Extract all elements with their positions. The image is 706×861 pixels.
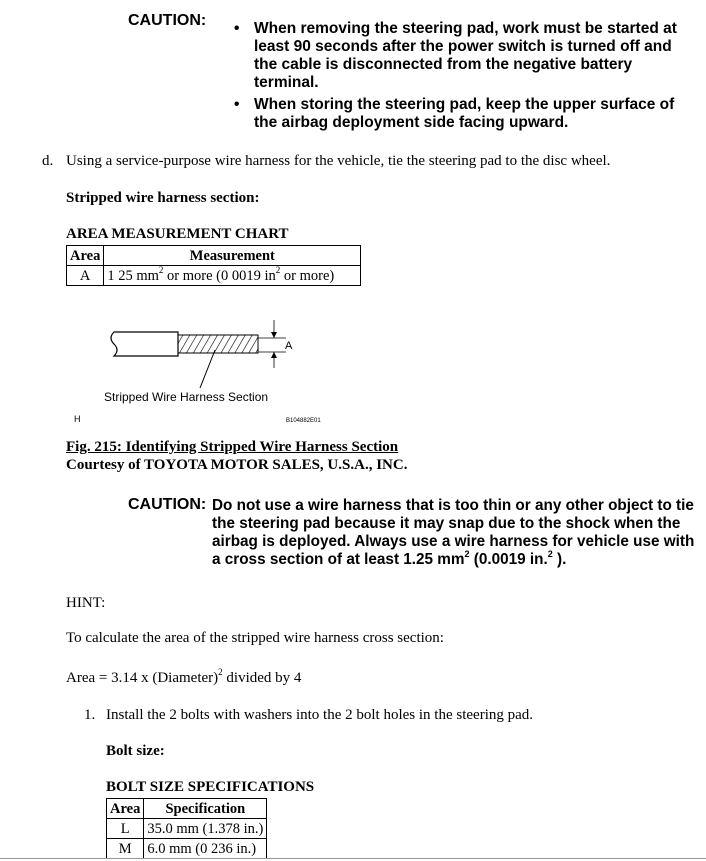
figure-courtesy: Courtesy of TOYOTA MOTOR SALES, U.S.A., INC. [66,457,408,473]
bullet-icon: • [234,96,240,113]
caution-bullet [232,20,692,92]
area-measurement-table [66,245,361,286]
spec-cell: 6.0 mm (0 236 in.) [144,839,267,859]
step-1-text: Install the 2 bolts with washers into the 2 bolt holes in the steering pad. [106,707,534,723]
table-row [67,266,361,286]
wire-insulation [111,332,178,356]
col-area-header: Area [107,799,144,819]
area-formula: Area = 3.14 x (Diameter)$^2$ divided by 4 [66,667,302,686]
table-header-row [107,799,267,819]
figure-id: B104882E01 [286,418,321,424]
caution-bullet-list [232,20,692,136]
caution-text: Do not use a wire harness that is too thin or any other object to tie the steering pad because it may snap due to the shock when the airbag is deployed. Always use a wire harness for vehicle use with a cross section of at least 1.25 $mm^2$ (0.0019 in.$^2$ ). [212,497,695,568]
spec-cell: 35.0 mm (1.378 in.) [144,819,267,839]
step-1-marker: 1. [84,707,96,723]
area-cell: A [67,266,104,286]
figure-title: Fig. 215: Identifying Stripped Wire Harness Section [66,439,399,455]
bolt-size-table [106,798,267,859]
measurement-cell: 1 25 $mm^2$ or more (0 0019 $in^2$ or more) [104,266,361,286]
caution-label: CAUTION: [128,12,207,29]
hint-text: To calculate the area of the stripped wire harness cross section: [66,630,444,646]
stripped-wire-diagram [100,310,310,390]
col-measurement-header: Measurement [104,246,361,266]
hint-label: HINT: [66,595,106,611]
bolt-chart-title: BOLT SIZE SPECIFICATIONS [106,779,315,795]
bolt-size-label: Bolt size: [106,743,165,759]
page-bottom-rule [0,858,706,859]
col-area-header: Area [67,246,104,266]
stripped-heading: Stripped wire harness section: [66,190,260,206]
caution-bullet-text: When removing the steering pad, work must be started at least 90 seconds after the power switch is turned off and the cable is disconnected from the negative battery terminal. [254,20,677,91]
area-cell: M [107,839,144,859]
area-chart-title: AREA MEASUREMENT CHART [66,226,289,242]
step-d-text: Using a service-purpose wire harness for the vehicle, tie the steering pad to the disc wheel. [66,153,611,169]
caution-bullet [232,96,692,132]
table-row [107,839,267,859]
table-header-row [67,246,361,266]
callout-a: A [285,340,293,352]
caution-bullet-text: When storing the steering pad, keep the upper surface of the airbag deployment side facing upward. [254,96,675,131]
col-spec-header: Specification [144,799,267,819]
stripped-conductor [178,335,258,353]
bullet-icon: • [234,20,240,37]
caution-label: CAUTION: [128,496,207,513]
figure-caption: Stripped Wire Harness Section [104,390,269,404]
figure-corner-h: H [74,414,81,424]
step-d-marker: d. [42,153,54,169]
table-row [107,819,267,839]
area-cell: L [107,819,144,839]
